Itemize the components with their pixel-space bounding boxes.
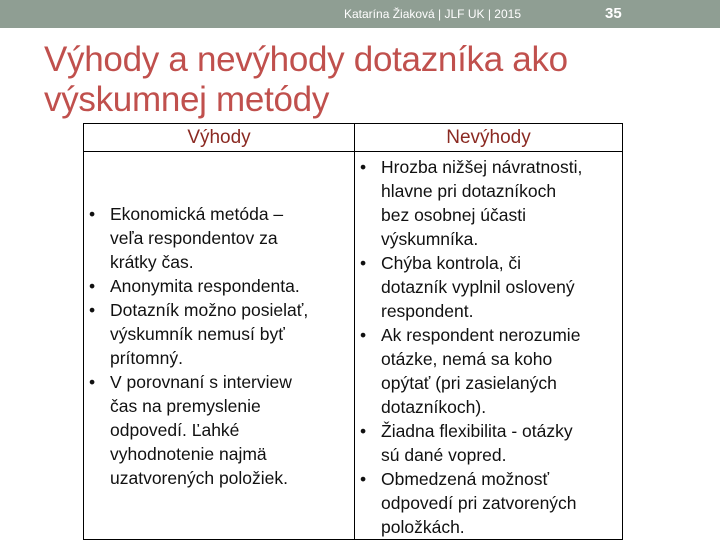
bullet-icon: • [360,469,367,489]
item-text [381,155,582,251]
item-line: Dotazník možno posielať, [110,299,309,320]
item-line: prítomný. [110,347,183,368]
item-line: uzatvorených položiek. [110,467,289,488]
item-line: Hrozba nižšej návratnosti, [381,157,583,177]
disadvantage-item [355,467,622,539]
slide-title [44,40,568,120]
item-text [381,467,577,539]
comparison-table [83,123,623,540]
disadvantages-cell [355,152,623,540]
item-line: Obmedzená možnosť [381,469,550,489]
item-line: Ak respondent nerozumie [381,325,581,345]
item-line: odpovedí. Ľahké [110,419,240,440]
item-text [110,202,283,274]
item-line: otázke, nemá sa koho [381,349,553,369]
item-text [110,370,292,490]
item-line: výskumníka. [381,229,479,249]
bullet-icon: • [360,421,367,441]
bullet-icon: • [360,253,367,273]
page-number: 35 [605,5,622,22]
item-line: hlavne pri dotazníkoch [381,181,557,201]
disadvantage-item [355,419,622,467]
item-line: sú dané vopred. [381,445,507,465]
bullet-icon: • [360,157,367,177]
item-line: Žiadna flexibilita - otázky [381,421,573,441]
item-line: respondent. [381,301,474,321]
bullet-icon: • [89,299,96,320]
disadvantage-item [355,155,622,251]
item-line: dotazník vyplnil oslovený [381,277,575,297]
header-disadvantages: Nevýhody [355,124,623,152]
item-line: čas na premyslenie [110,395,261,416]
item-text [110,298,308,370]
item-line: veľa respondentov za [110,227,278,248]
item-line: Chýba kontrola, či [381,253,522,273]
advantages-cell [84,152,355,540]
advantage-item [84,298,354,370]
bullet-icon: • [89,203,96,224]
disadvantage-item [355,323,622,419]
author-footer: Katarína Žiaková | JLF UK | 2015 [344,7,521,21]
item-line: V porovnaní s interview [110,371,292,392]
item-text [381,323,580,419]
disadvantage-item [355,251,622,323]
item-line: výskumník nemusí byť [110,323,285,344]
advantage-item [84,274,354,298]
bullet-icon: • [89,275,96,296]
item-line: opýtať (pri zasielaných [381,373,557,393]
item-text [381,419,573,467]
item-line: položkách. [381,517,465,537]
title-line: Výhody a nevýhody dotazníka ako [44,40,568,79]
item-line: Ekonomická metóda – [110,203,284,224]
item-text [110,274,300,298]
bullet-icon: • [89,371,96,392]
item-line: vyhodnotenie najmä [110,443,267,464]
item-line: Anonymita respondenta. [110,275,300,296]
item-line: bez osobnej účasti [381,205,526,225]
header-bar [0,0,720,28]
item-text [381,251,575,323]
advantage-item [84,370,354,490]
header-advantages: Výhody [84,124,355,152]
title-line: výskumnej metódy [44,80,330,119]
advantage-item [84,202,354,274]
item-line: krátky čas. [110,251,194,272]
item-line: odpovedí pri zatvorených [381,493,577,513]
item-line: dotazníkoch). [381,397,487,417]
bullet-icon: • [360,325,367,345]
